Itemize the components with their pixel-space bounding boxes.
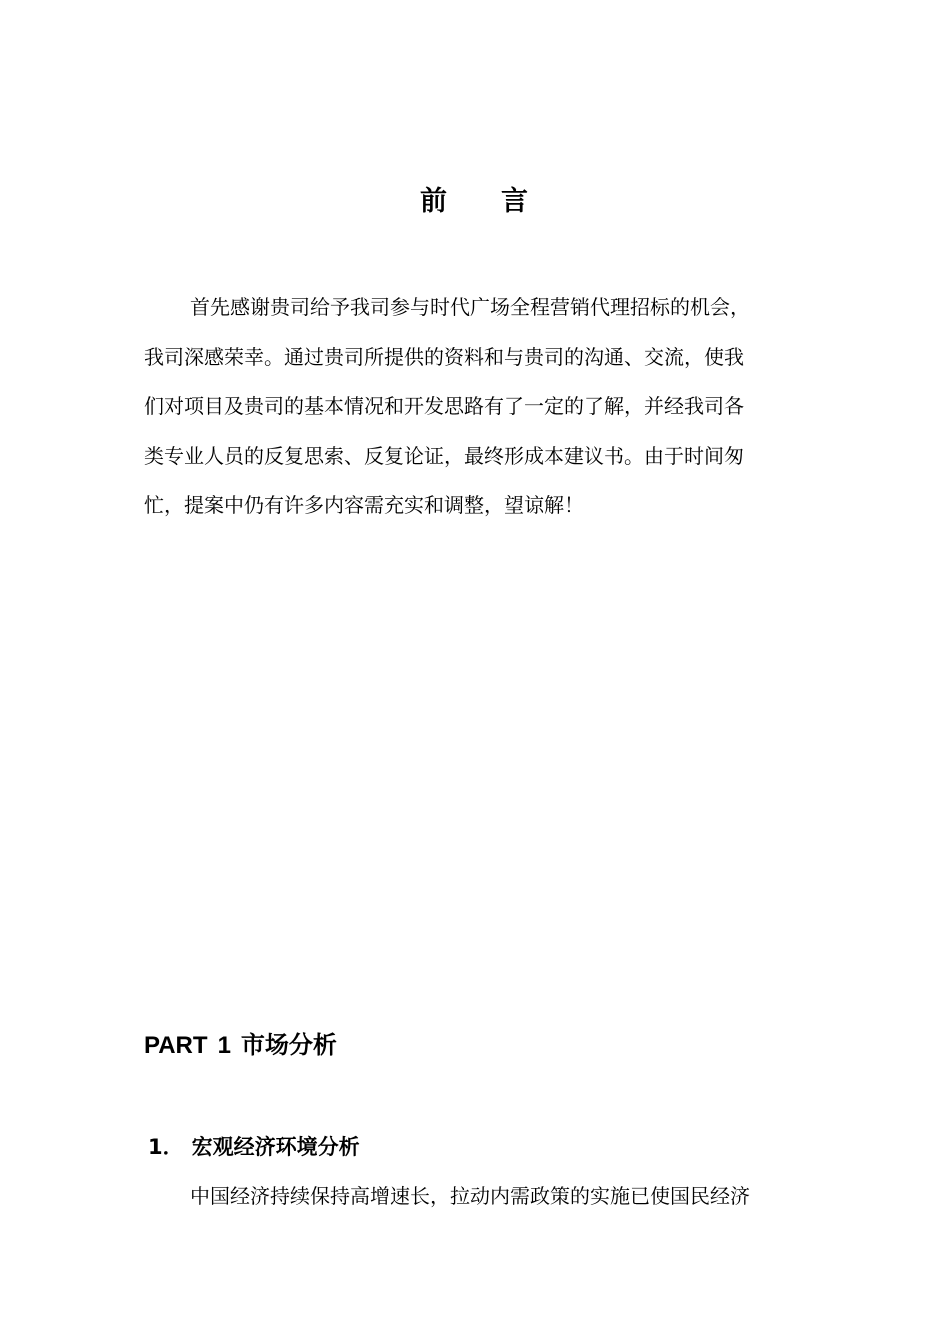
- preface-title-char-1: 前: [420, 186, 449, 217]
- part-title: 市场分析: [240, 1032, 337, 1059]
- preface-line: 首先感谢贵司给予我司参与时代广场全程营销代理招标的机会，: [190, 295, 750, 319]
- section-number: 1．: [148, 1135, 184, 1159]
- preface-line: 我司深感荣幸。通过贵司所提供的资料和与贵司的沟通、交流，使我: [144, 344, 744, 369]
- preface-line: 类专业人员的反复思索、反复论证，最终形成本建议书。由于时间匆: [144, 443, 744, 468]
- part-number: 1: [217, 1032, 231, 1059]
- section-heading: [148, 1130, 360, 1164]
- section-paragraph: [190, 1172, 840, 1222]
- section-title: 宏观经济环境分析: [191, 1135, 360, 1159]
- preface-paragraph: [144, 283, 834, 531]
- part-label: PART: [144, 1032, 208, 1059]
- preface-title-char-2: 言: [501, 186, 530, 217]
- preface-line: 忙，提案中仍有许多内容需充实和调整，望谅解！: [144, 493, 584, 517]
- preface-title: [0, 182, 950, 222]
- preface-line: 们对项目及贵司的基本情况和开发思路有了一定的了解，并经我司各: [144, 394, 744, 418]
- part-heading: [144, 1028, 337, 1064]
- section-line: 中国经济持续保持高增速长，拉动内需政策的实施已使国民经济: [190, 1184, 750, 1208]
